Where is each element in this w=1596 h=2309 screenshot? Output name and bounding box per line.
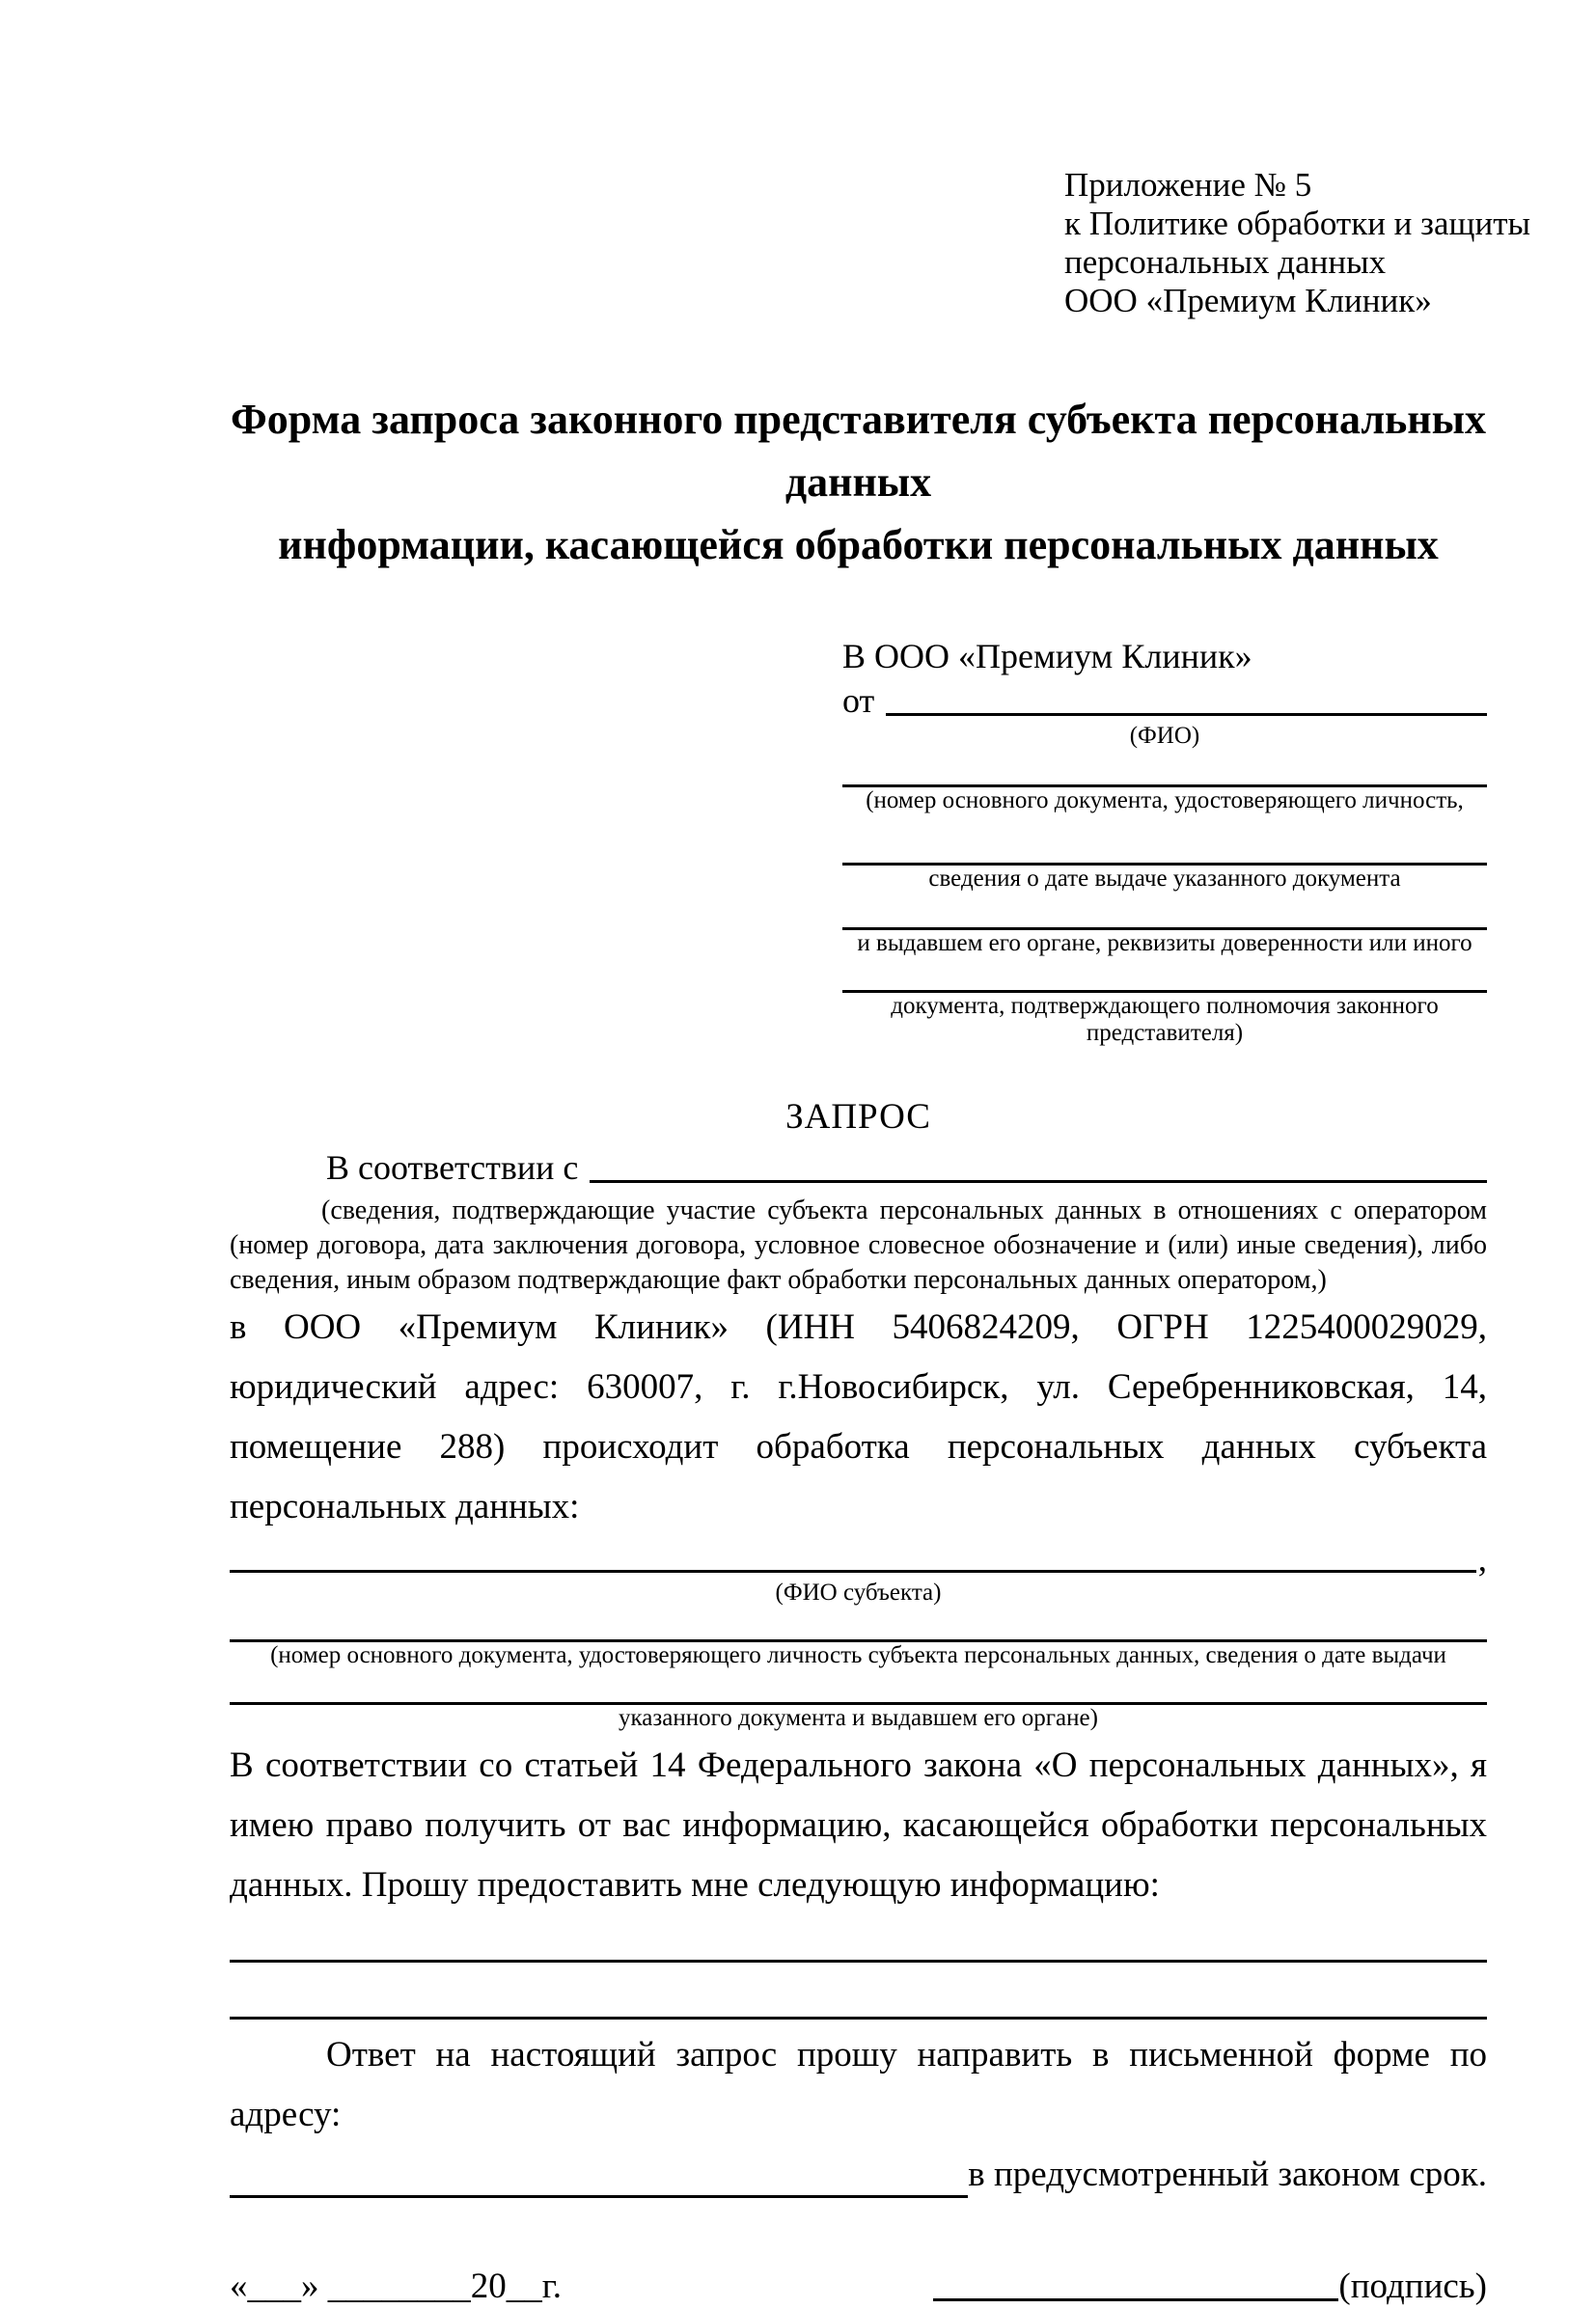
intro-row [230,1145,1487,1190]
addressee-block [842,634,1487,1047]
authority-doc-caption: документа, подтверждающего полномочия законного представителя) [891,993,1439,1046]
subject-doc-issuer-caption: указанного документа и выдавшем его органе) [619,1705,1098,1731]
annex-header-line: Приложение № 5 [1064,166,1312,204]
info-write-line-1 [230,1921,1487,1963]
operator-paragraph: в ООО «Премиум Клиник» (ИНН 5406824209, ОГРН 1225400029029, юридический адрес: 630007, г. г.Новосибирск, ул. Серебренниковская, 14, помещение 288) происходит обработка персональных данных субъекта персональных данных: [230,1307,1487,1526]
signature-row [230,2265,1487,2309]
signature-caption: (подпись) [1338,2267,1487,2306]
representative-doc-caption: (номер основного документа, удостоверяющего личность, [866,787,1464,813]
annex-header-line: персональных данных [1064,243,1387,281]
representative-doc-write-line [842,750,1487,787]
addressee-to: В ООО «Премиум Клиник» [842,637,1252,675]
authority-doc-write-line [842,957,1487,993]
doc-issue-date-write-line [842,814,1487,866]
subject-fio-comma: , [1477,1540,1487,1580]
info-write-line-2 [230,1978,1487,2020]
form-title-line-2: информации, касающейся обработки персональных данных [278,521,1439,568]
intro-write-line [590,1180,1487,1183]
subject-doc-caption: (номер основного документа, удостоверяющего личность субъекта персональных данных, сведения о дате выдачи [270,1642,1446,1668]
annex-header [1064,166,1531,320]
law-paragraph: В соответствии со статьей 14 Федерального закона «О персональных данных», я имею право получить от вас информацию, касающейся обработки персональных данных. Прошу предоставить мне следующую информацию: [230,1745,1487,1905]
annex-header-line: к Политике обработки и защиты [1064,205,1531,242]
intro-note: (сведения, подтверждающие участие субъекта персональных данных в отношениях с оператором (номер договора, дата заключения договора, условное словесное обозначение и (или) иные сведения), либо сведения, иным образом подтверждающие факт обработки персональных данных оператором,) [230,1196,1487,1295]
subject-fio-write-line [230,1570,1476,1573]
doc-issuer-write-line [842,893,1487,930]
doc-issue-date-caption: сведения о дате выдаче указанного документа [928,866,1401,892]
subject-fio-caption: (ФИО субъекта) [775,1580,942,1606]
reply-paragraph: Ответ на настоящий запрос прошу направить в письменной форме по адресу: [230,2035,1487,2134]
form-title-line-1: Форма запроса законного представителя субъекта персональных данных [231,396,1486,506]
reply-address-write-line [230,2195,968,2198]
signature-right-group [933,2265,1487,2309]
intro-label: В соответствии с [326,1148,579,1187]
reply-address-row [230,2145,1487,2205]
from-row [842,678,1487,723]
subject-doc-issuer-write-line [230,1669,1487,1705]
annex-header-line: ООО «Премиум Клиник» [1064,282,1432,319]
form-title [230,388,1487,576]
subject-fio-row [230,1537,1487,1580]
from-label: от [842,681,875,720]
reply-tail-text: в предусмотренный законом срок. [968,2155,1487,2194]
fio-write-line [886,713,1487,716]
request-heading: ЗАПРОС [785,1097,931,1137]
signature-date: «___» ________20__г. [230,2267,563,2306]
doc-issuer-caption: и выдавшем его органе, реквизиты доверенности или иного [857,930,1472,956]
fio-caption: (ФИО) [1129,723,1200,749]
subject-doc-write-line [230,1607,1487,1642]
signature-write-line [933,2298,1338,2301]
